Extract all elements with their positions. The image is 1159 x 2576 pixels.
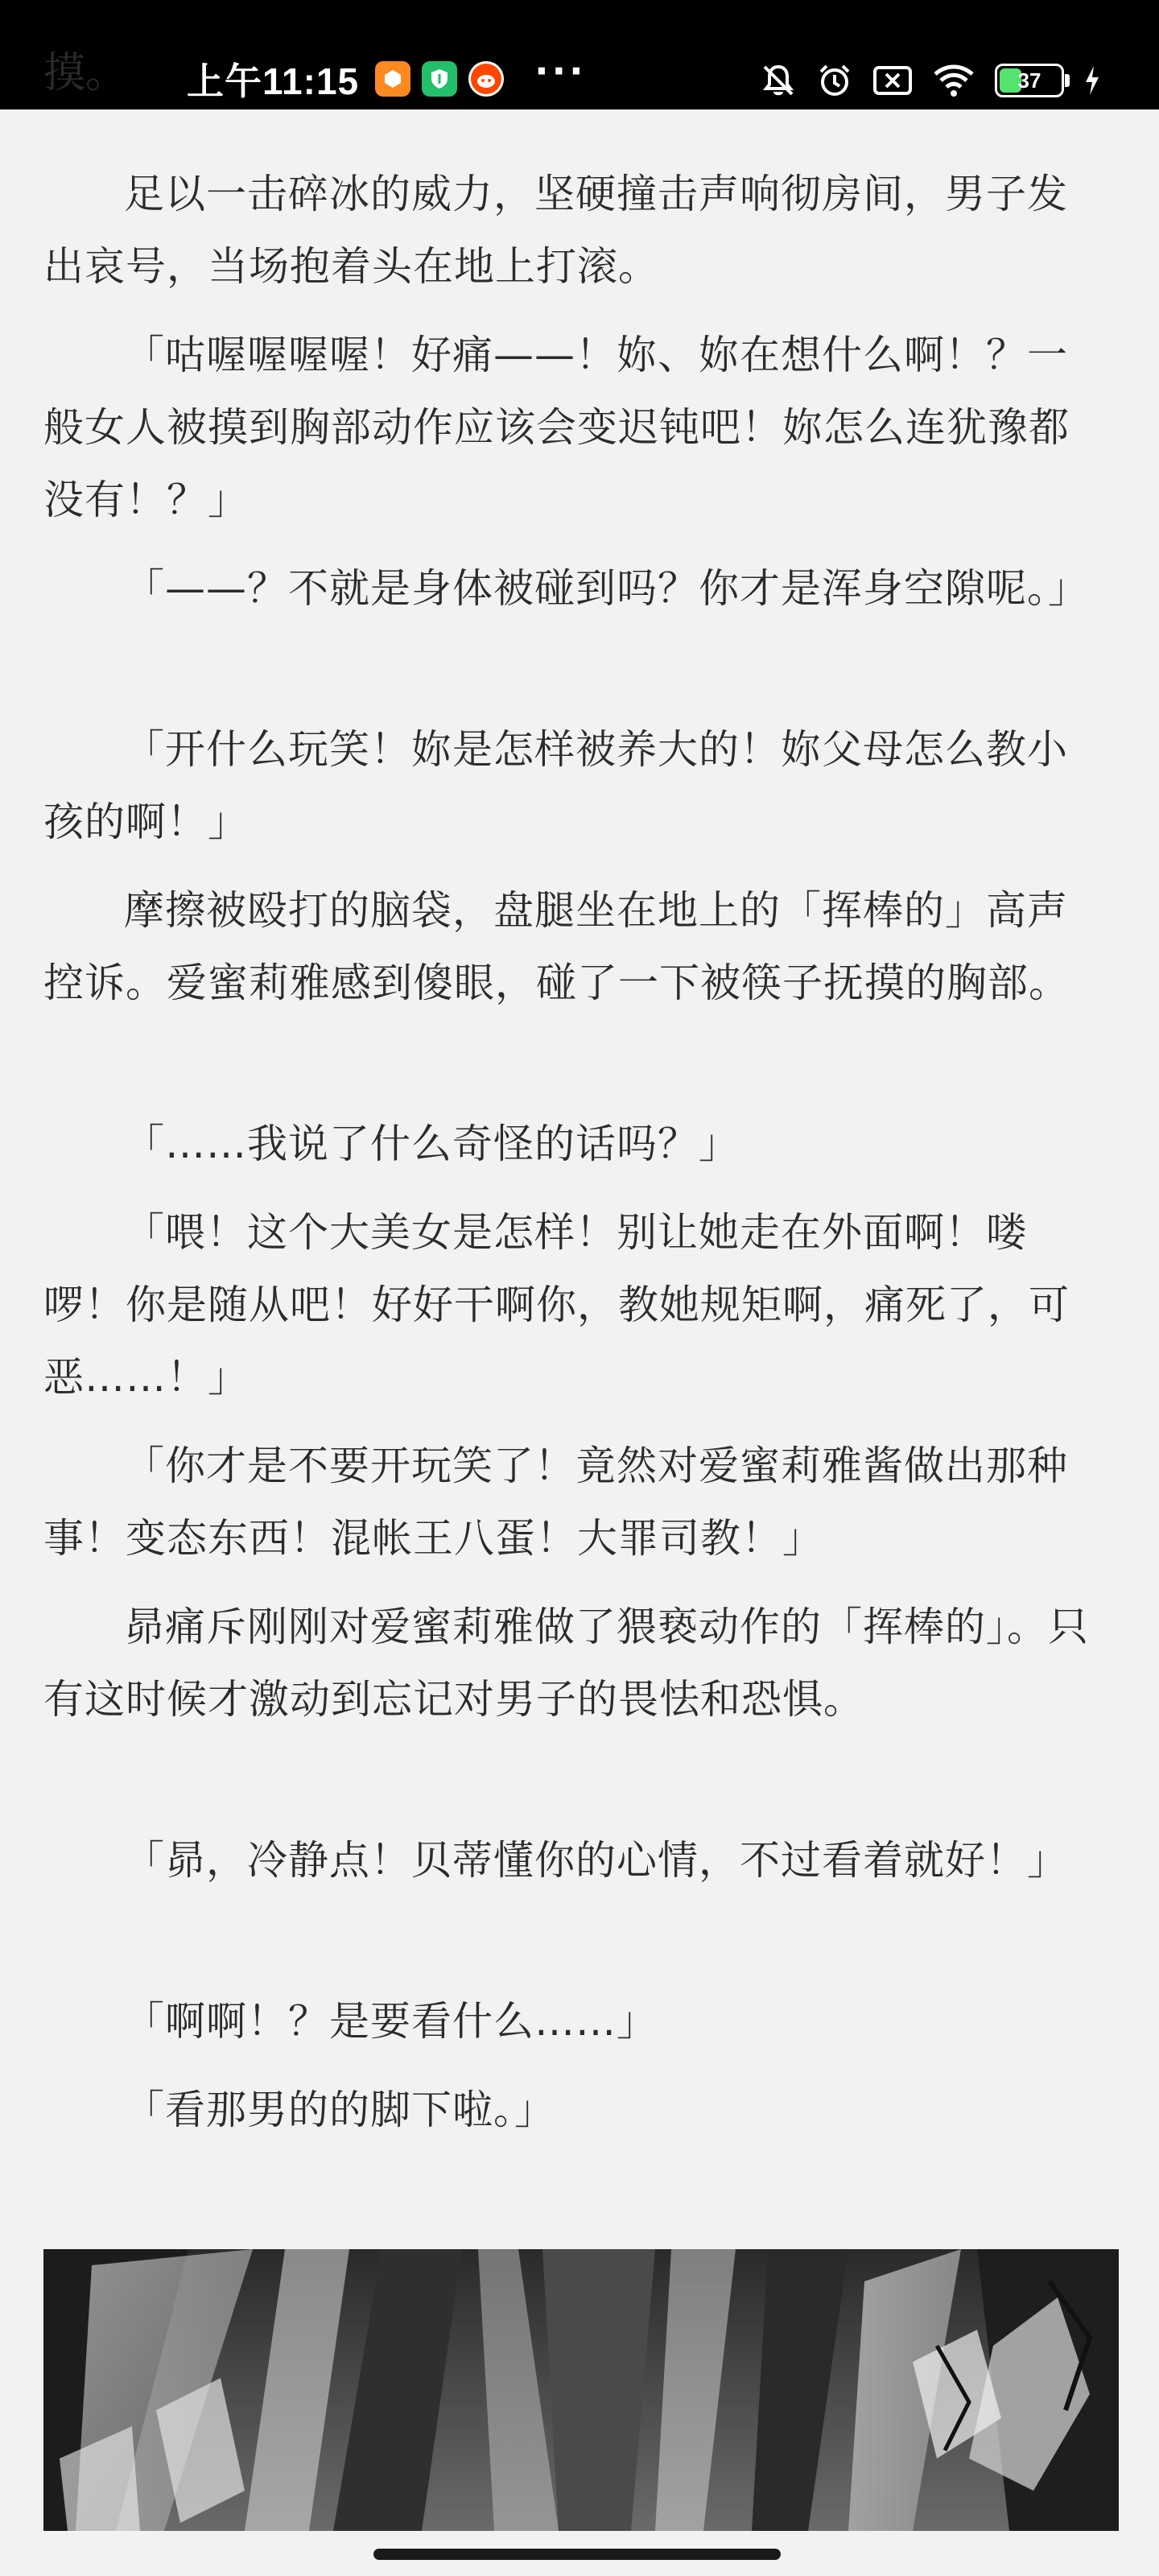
battery-level: 37 [1017,68,1041,93]
paragraph: 摩擦被殴打的脑袋，盘腿坐在地上的「挥棒的」高声控诉。爱蜜莉雅感到傻眼，碰了一下被筷子抚摸的胸部。 [43,887,1070,1006]
paragraph: 「看那男的的脚下啦。」 [124,2087,555,2133]
status-bar [0,0,1159,109]
charging-bolt-icon [1083,64,1101,97]
illustration-art [43,2249,1119,2531]
paragraph: 「咕喔喔喔喔！好痛——！妳、妳在想什么啊！？一般女人被摸到胸部动作应该会变迟钝吧！妳怎么连犹豫都没有！？」 [43,332,1070,523]
security-shield-icon [422,61,457,97]
chapter-illustration[interactable] [43,2249,1119,2531]
cut-off-text-line: 摸。 [43,49,128,97]
paragraph: 「——？不就是身体被碰到吗？你才是浑身空隙呢。」 [124,565,1089,612]
wifi-icon [932,63,975,98]
paragraph: 「喂！这个大美女是怎样！别让她走在外面啊！喽啰！你是随从吧！好好干啊你，教她规矩啊，痛死了，可恶……！」 [43,1209,1070,1401]
paragraph: 「昴，冷静点！贝蒂懂你的心情，不过看着就好！」 [124,1837,1068,1884]
paragraph: 「……我说了什么奇怪的话吗？」 [124,1121,740,1167]
paragraph: 「你才是不要开玩笑了！竟然对爱蜜莉雅酱做出那种事！变态东西！混帐王八蛋！大罪司教！」 [43,1443,1068,1562]
more-notifications-icon: ··· [534,49,587,93]
paragraph: 「啊啊！？是要看什么……」 [124,1998,658,2045]
status-left [187,49,587,103]
no-sim-icon [872,64,913,97]
mute-bell-icon [760,62,797,99]
paragraph: 足以一击碎冰的威力，坚硬撞击声响彻房间，男子发出哀号，当场抱着头在地上打滚。 [43,171,1068,290]
paragraph: 昴痛斥刚刚对爱蜜莉雅做了猥亵动作的「挥棒的」。只有这时候才激动到忘记对男子的畏怯和恐惧。 [43,1604,1089,1723]
notification-app-icon-orange [375,61,410,97]
status-time: 上午11:15 [187,60,360,102]
paragraph: 「开什么玩笑！妳是怎样被养大的！妳父母怎么教小孩的啊！」 [43,726,1068,845]
battery-indicator [995,64,1064,97]
reddit-app-icon [468,61,504,97]
home-indicator[interactable] [373,2549,781,2560]
status-right [760,56,1101,105]
alarm-clock-icon [816,62,853,99]
